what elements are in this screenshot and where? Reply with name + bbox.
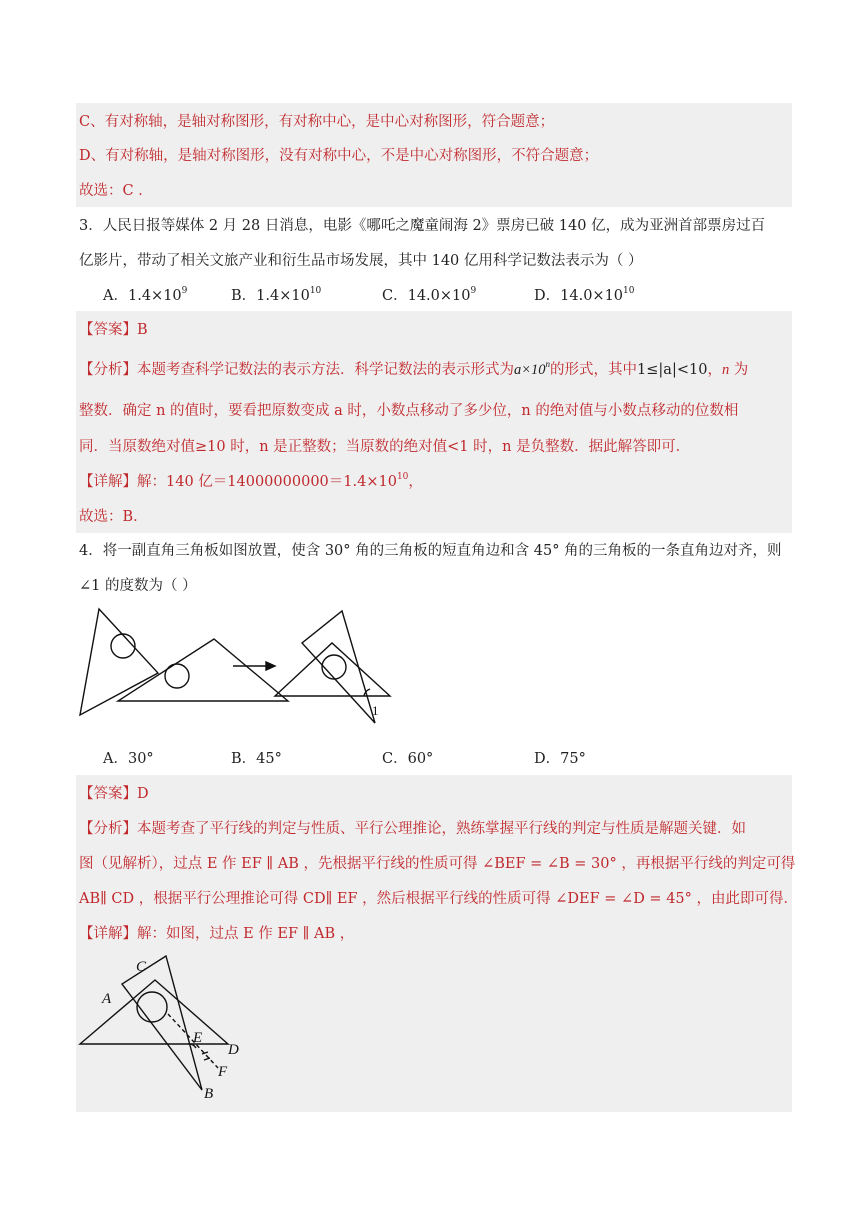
q3-analysis-line1: 【分析】本题考查科学记数法的表示方法．科学记数法的表示形式为$a\times 10^n$的形式，其中1≤|a|<10，n 为 <box>79 359 749 378</box>
q3-option-d: D．$14.0\times 10^{10}$ <box>534 286 635 304</box>
q4-analysis-line1: 【分析】本题考查了平行线的判定与性质、平行公理推论，熟练掌握平行线的判定与性质是解题关键．如 <box>79 821 746 837</box>
q3-option-c: C．$14.0\times 10^9$ <box>382 286 477 304</box>
q4-answer: 【答案】D <box>79 786 149 802</box>
q4-option-b: B．45° <box>231 751 282 767</box>
q4-text-line2: ∠1 的度数为（ ） <box>79 578 197 594</box>
point-label-c: C <box>136 959 147 975</box>
point-label-a: A <box>102 991 112 1007</box>
point-label-b: B <box>204 1086 214 1102</box>
q3-detail: 【详解】解：140 亿$=14000000000=1.4\times 10^{10}$， <box>79 472 423 490</box>
q3-analysis-line3: 同．当原数绝对值≥10 时，n 是正整数；当原数的绝对值<1 时，n 是负整数．据此解答即可． <box>79 439 691 455</box>
q3-choice: 故选：B． <box>79 509 148 525</box>
point-label-d: D <box>228 1042 239 1058</box>
prev-choice: 故选：C ． <box>79 183 153 199</box>
q3-option-b: B．$1.4\times 10^{10}$ <box>231 286 322 304</box>
q4-analysis-line3: AB∥ CD ，根据平行公理推论可得 CD∥ EF ，然后根据平行线的性质可得 ∠DEF = ∠D = 45° ，由此即可得． <box>79 891 799 907</box>
q4-detail: 【详解】解：如图，过点 E 作 EF ∥ AB ， <box>79 926 355 942</box>
q3-text-line1: 3．人民日报等媒体 2 月 28 日消息，电影《哪吒之魔童闹海 2》票房已破 140 亿，成为亚洲首部票房过百 <box>79 218 766 234</box>
set-square-45-icon <box>118 639 288 701</box>
point-label-f: F <box>218 1064 228 1080</box>
q3-answer: 【答案】B <box>79 322 148 338</box>
set-square-30-icon <box>80 609 158 715</box>
option-d-explanation: D、有对称轴，是轴对称图形，没有对称中心，不是中心对称图形，不符合题意； <box>79 148 599 164</box>
q4-figure <box>70 605 400 730</box>
q4-option-c: C．60° <box>382 751 434 767</box>
q3-option-a: A．$1.4\times 10^9$ <box>103 286 188 304</box>
point-label-e: E <box>193 1030 203 1046</box>
q3-analysis-line2: 整数．确定 n 的值时，要看把原数变成 a 时，小数点移动了多少位，n 的绝对值与小数点移动的位数相 <box>79 403 739 419</box>
q4-option-d: D．75° <box>534 751 586 767</box>
figure-angle-label: 1 <box>372 703 379 718</box>
q4-option-a: A．30° <box>103 751 154 767</box>
option-c-explanation: C、有对称轴，是轴对称图形，有对称中心，是中心对称图形，符合题意； <box>79 114 555 130</box>
q4-analysis-line2: 图（见解析），过点 E 作 EF ∥ AB ，先根据平行线的性质可得 ∠BEF = ∠B = 30° ，再根据平行线的判定可得 <box>79 856 796 872</box>
q3-answer-block <box>76 311 792 533</box>
q3-text-line2: 亿影片，带动了相关文旅产业和衍生品市场发展，其中 140 亿用科学记数法表示为（ ） <box>79 253 643 269</box>
q4-solution-diagram <box>70 950 270 1105</box>
q4-text-line1: 4．将一副直角三角板如图放置，使含 30° 角的三角板的短直角边和含 45° 角的三角板的一条直角边对齐，则 <box>79 543 782 559</box>
